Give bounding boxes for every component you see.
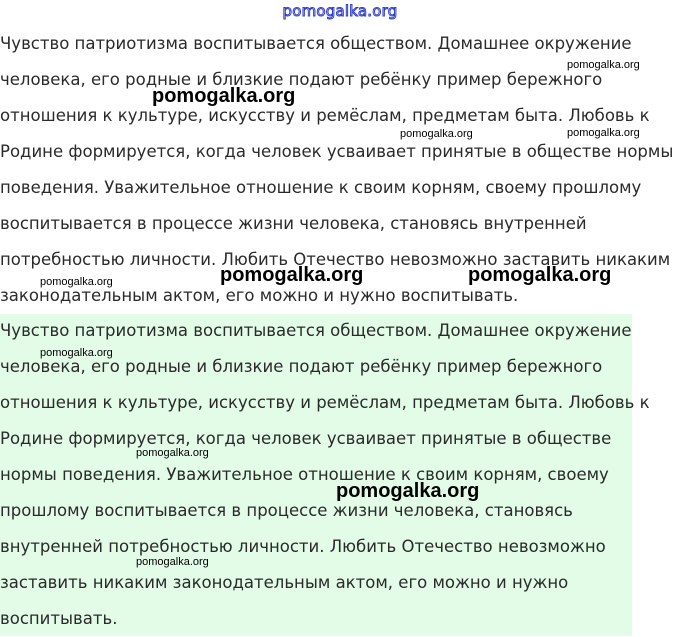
text-line: Чувство патриотизма воспитывается обществом. Домашнее окружение <box>0 321 632 340</box>
text-line: Родине формируется, когда человек усваивает принятые в обществе <box>0 429 612 448</box>
text-line: человека, его родные и близкие подают ребёнку пример бережного <box>0 70 603 89</box>
text-line: законодательным актом, его можно и нужно воспитывать. <box>0 286 519 305</box>
watermark: pomogalka.org <box>567 59 640 71</box>
watermark: pomogalka.org <box>220 264 364 286</box>
text-line: потребностью личности. Любить Отечество невозможно заставить никаким <box>0 250 671 269</box>
text-line: воспитывается в процессе жизни человека, становясь внутренней <box>0 214 587 233</box>
watermark: pomogalka.org <box>336 480 480 502</box>
corrected-paragraph <box>0 313 650 637</box>
text-line: Родине формируется, когда человек усваивает принятые в обществе нормы <box>0 142 674 161</box>
watermark: pomogalka.org <box>567 127 640 139</box>
text-line: внутренней потребностью личности. Любить Отечество невозможно <box>0 537 606 556</box>
site-logo: pomogalka.org <box>282 2 398 20</box>
text-line: человека, его родные и близкие подают ребёнку пример бережного <box>0 357 603 376</box>
watermark: pomogalka.org <box>40 276 113 288</box>
watermark: pomogalka.org <box>136 556 209 568</box>
text-line: заставить никаким законодательным актом, его можно и нужно <box>0 573 569 592</box>
text-line: отношения к культуре, искусству и ремёслам, предметам быта. Любовь к <box>0 106 650 125</box>
text-line: Чувство патриотизма воспитывается обществом. Домашнее окружение <box>0 34 632 53</box>
watermark: pomogalka.org <box>40 347 113 359</box>
watermark: pomogalka.org <box>152 85 296 107</box>
text-line: воспитывать. <box>0 609 118 628</box>
text-line: отношения к культуре, искусству и ремёслам, предметам быта. Любовь к <box>0 393 650 412</box>
text-line: нормы поведения. Уважительное отношение к своим корням, своему <box>0 465 609 484</box>
watermark: pomogalka.org <box>136 447 209 459</box>
text-line: поведения. Уважительное отношение к своим корням, своему прошлому <box>0 178 642 197</box>
watermark: pomogalka.org <box>468 264 612 286</box>
watermark: pomogalka.org <box>400 128 473 140</box>
text-line: прошлому воспитывается в процессе жизни человека, становясь <box>0 501 573 520</box>
